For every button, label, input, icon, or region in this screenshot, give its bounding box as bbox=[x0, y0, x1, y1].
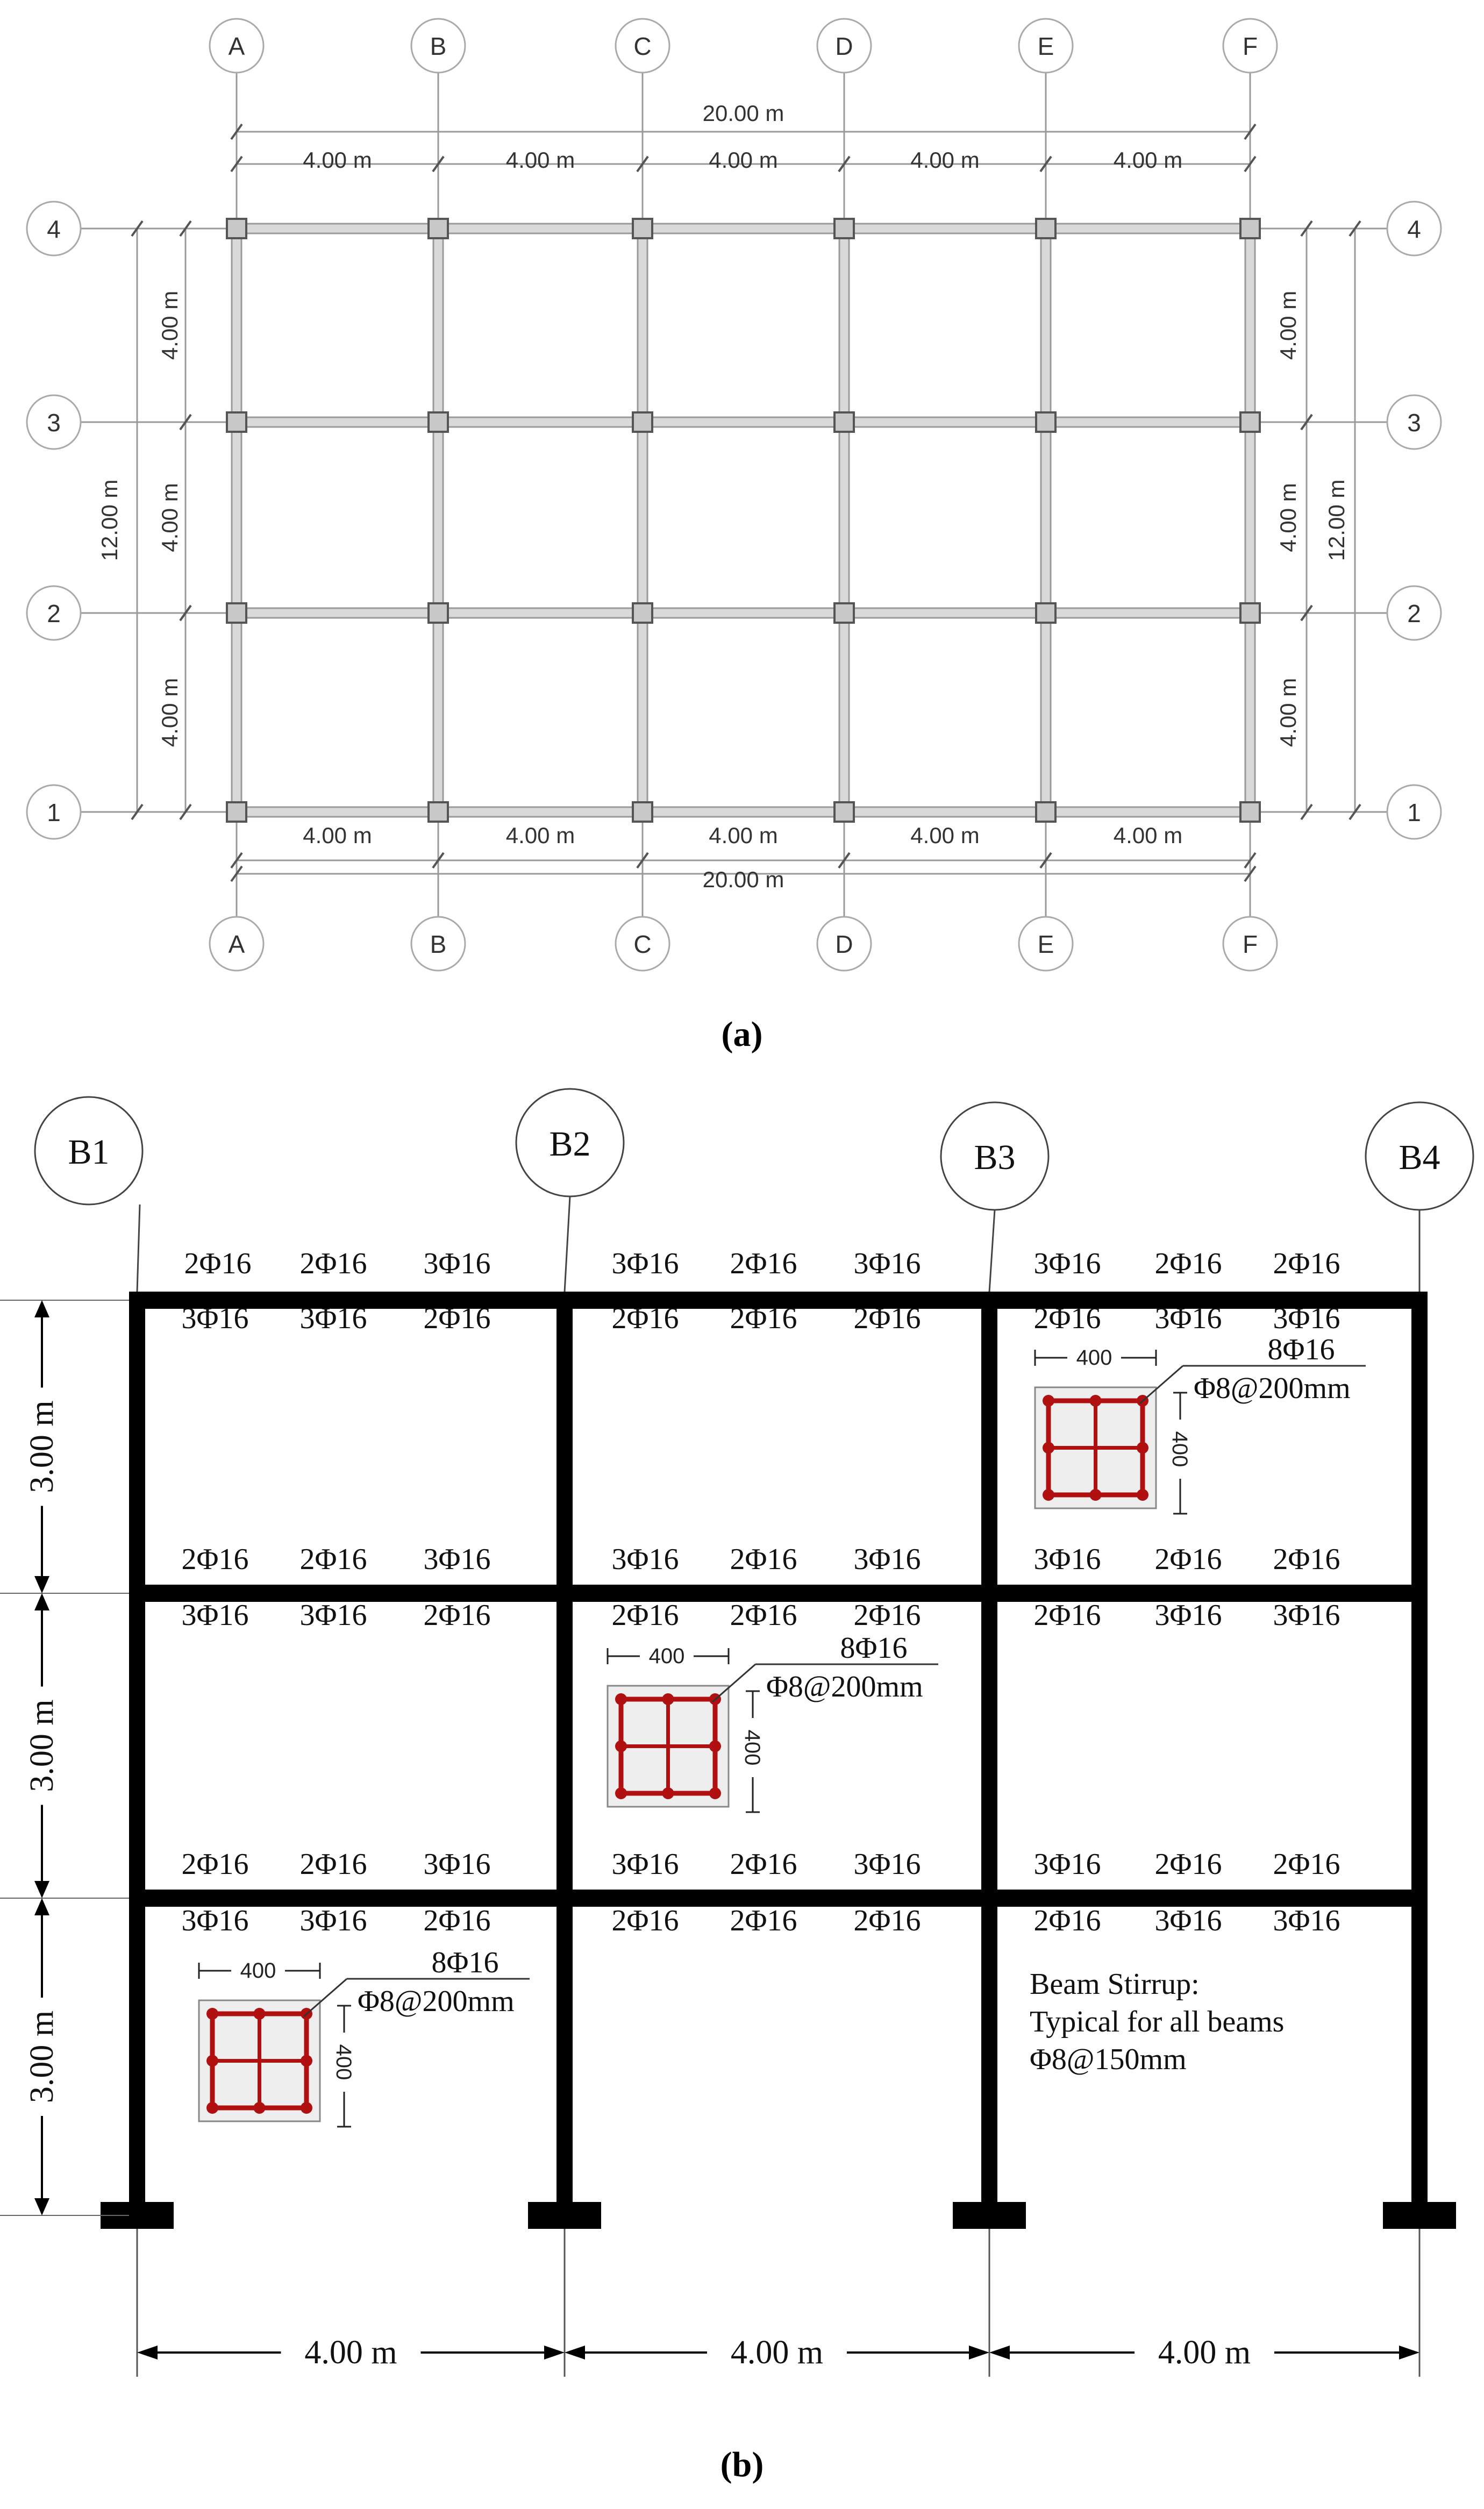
caption-a: (a) bbox=[721, 1015, 763, 1054]
plan-beam-col-E bbox=[1041, 229, 1051, 812]
column-label-leader-B1 bbox=[137, 1204, 140, 1292]
plan-dim-bottom-bay-1-label: 4.00 m bbox=[303, 823, 372, 848]
column-section-b2-level-2 bbox=[608, 1631, 938, 1812]
section-height-label: 400 bbox=[332, 2044, 355, 2080]
plan-dim-bottom-overall-label: 20.00 m bbox=[702, 867, 784, 892]
plan-beams bbox=[232, 224, 1255, 817]
plan-beam-col-F bbox=[1245, 229, 1255, 812]
story-dim-arrow-top-1 bbox=[34, 1898, 49, 1915]
plan-column-B1 bbox=[429, 802, 448, 822]
caption-b: (b) bbox=[720, 2445, 764, 2484]
rebar-label-r5-c5: 2Φ16 bbox=[730, 1848, 797, 1881]
rebar-label-r6-c2: 3Φ16 bbox=[299, 1904, 367, 1937]
plan-dimension-lines bbox=[81, 70, 1387, 917]
plan-beam-row-1 bbox=[237, 807, 1250, 817]
bay-dim-arrow-right-2 bbox=[969, 2346, 989, 2360]
plan-beam-row-2 bbox=[237, 608, 1250, 618]
section-bar-2 bbox=[254, 2008, 266, 2020]
rebar-label-r3-c1: 2Φ16 bbox=[181, 1543, 249, 1576]
bay-width-label-1: 4.00 m bbox=[304, 2334, 397, 2371]
plan-column-B2 bbox=[429, 603, 448, 623]
rebar-label-r6-c6: 2Φ16 bbox=[853, 1904, 921, 1937]
beam-stirrup-note bbox=[1030, 1968, 1284, 2076]
rebar-label-r3-c7: 3Φ16 bbox=[1033, 1543, 1101, 1576]
section-bar-4 bbox=[206, 2055, 218, 2067]
plan-column-A2 bbox=[227, 603, 246, 623]
story-height-label-3: 3.00 m bbox=[24, 1400, 60, 1493]
plan-beam-col-B bbox=[433, 229, 443, 812]
story-height-label-1: 3.00 m bbox=[24, 2010, 60, 2104]
plan-beam-col-D bbox=[839, 229, 849, 812]
grid-label-right-2: 2 bbox=[1407, 600, 1421, 628]
rebar-label-r1-c5: 2Φ16 bbox=[730, 1247, 797, 1280]
grid-label-right-3: 3 bbox=[1407, 409, 1421, 437]
section-bar-6 bbox=[615, 1787, 627, 1799]
rebar-label-r4-c5: 2Φ16 bbox=[730, 1599, 797, 1632]
rebar-label-r2-c8: 3Φ16 bbox=[1154, 1302, 1222, 1335]
grid-label-top-A: A bbox=[228, 32, 245, 60]
section-leader-diagonal bbox=[712, 1664, 755, 1702]
story-dim-arrow-top-2 bbox=[34, 1593, 49, 1610]
section-bar-2 bbox=[1090, 1395, 1102, 1407]
plan-column-A3 bbox=[227, 412, 246, 432]
plan-dim-right-overall-label: 12.00 m bbox=[1324, 479, 1349, 561]
plan-column-A1 bbox=[227, 802, 246, 822]
rebar-label-r1-c8: 2Φ16 bbox=[1154, 1247, 1222, 1280]
plan-column-D2 bbox=[834, 603, 854, 623]
grid-label-left-1: 1 bbox=[47, 799, 61, 826]
section-ties-label: Φ8@200mm bbox=[766, 1670, 923, 1703]
grid-label-right-1: 1 bbox=[1407, 799, 1421, 826]
rebar-label-r4-c1: 3Φ16 bbox=[181, 1599, 249, 1632]
section-bar-8 bbox=[709, 1787, 721, 1799]
plan-dim-bottom-bay-2-label: 4.00 m bbox=[505, 823, 575, 848]
column-label-B1: B1 bbox=[68, 1132, 110, 1172]
rebar-label-r5-c6: 3Φ16 bbox=[853, 1848, 921, 1881]
rebar-label-r3-c8: 2Φ16 bbox=[1154, 1543, 1222, 1576]
plan-dim-left-bay-1-label: 4.00 m bbox=[157, 678, 182, 747]
section-bar-5 bbox=[1137, 1442, 1148, 1454]
rebar-label-r2-c4: 2Φ16 bbox=[611, 1302, 679, 1335]
rebar-label-r6-c9: 3Φ16 bbox=[1273, 1904, 1340, 1937]
section-leader-diagonal bbox=[304, 1979, 347, 2016]
grid-label-top-D: D bbox=[835, 32, 853, 60]
grid-label-right-4: 4 bbox=[1407, 215, 1421, 243]
grid-label-left-4: 4 bbox=[47, 215, 61, 243]
rebar-label-r4-c4: 2Φ16 bbox=[611, 1599, 679, 1632]
plan-dim-bottom-bay-5-label: 4.00 m bbox=[1113, 823, 1183, 848]
section-bar-8 bbox=[301, 2102, 312, 2114]
grid-label-bottom-E: E bbox=[1037, 930, 1054, 958]
section-bar-5 bbox=[709, 1741, 721, 1752]
column-B3 bbox=[981, 1292, 997, 2215]
story-dim-arrow-bottom-2 bbox=[34, 1881, 49, 1898]
column-B4 bbox=[1411, 1292, 1428, 2215]
rebar-label-r3-c3: 3Φ16 bbox=[423, 1543, 491, 1576]
rebar-label-r5-c8: 2Φ16 bbox=[1154, 1848, 1222, 1881]
grid-label-bottom-C: C bbox=[633, 930, 652, 958]
bay-dim-arrow-left-2 bbox=[565, 2346, 585, 2360]
story-dim-arrow-bottom-1 bbox=[34, 2198, 49, 2215]
plan-dim-top-bay-2-label: 4.00 m bbox=[505, 147, 575, 173]
rebar-label-r2-c6: 2Φ16 bbox=[853, 1302, 921, 1335]
grid-label-top-C: C bbox=[633, 32, 652, 60]
rebar-label-r5-c3: 3Φ16 bbox=[423, 1848, 491, 1881]
rebar-label-r4-c9: 3Φ16 bbox=[1273, 1599, 1340, 1632]
rebar-label-r6-c8: 3Φ16 bbox=[1154, 1904, 1222, 1937]
plan-column-F1 bbox=[1240, 802, 1260, 822]
rebar-label-r2-c2: 3Φ16 bbox=[299, 1302, 367, 1335]
plan-column-D1 bbox=[834, 802, 854, 822]
beam-note-line-2: Typical for all beams bbox=[1030, 2005, 1285, 2038]
bay-width-label-2: 4.00 m bbox=[730, 2334, 824, 2371]
plan-dim-right-bay-3-label: 4.00 m bbox=[1275, 290, 1301, 360]
plan-column-F2 bbox=[1240, 603, 1260, 623]
grid-label-top-E: E bbox=[1037, 32, 1054, 60]
grid-label-bottom-B: B bbox=[430, 930, 447, 958]
rebar-label-r2-c1: 3Φ16 bbox=[181, 1302, 249, 1335]
story-height-label-2: 3.00 m bbox=[24, 1699, 60, 1792]
plan-dimensions bbox=[97, 101, 1360, 892]
plan-dim-bottom-bay-3-label: 4.00 m bbox=[709, 823, 778, 848]
plan-dim-left-bay-3-label: 4.00 m bbox=[157, 290, 182, 360]
plan-column-E2 bbox=[1036, 603, 1055, 623]
column-section-b3-level-3 bbox=[1035, 1333, 1366, 1514]
plan-column-E3 bbox=[1036, 412, 1055, 432]
section-width-label: 400 bbox=[240, 1959, 276, 1983]
grid-label-bottom-D: D bbox=[835, 930, 853, 958]
section-main-bars-label: 8Φ16 bbox=[431, 1946, 499, 1979]
rebar-label-r4-c6: 2Φ16 bbox=[853, 1599, 921, 1632]
bay-dim-arrow-right-1 bbox=[544, 2346, 565, 2360]
section-height-label: 400 bbox=[1168, 1431, 1192, 1467]
plan-dim-top-bay-3-label: 4.00 m bbox=[709, 147, 778, 173]
rebar-label-r3-c4: 3Φ16 bbox=[611, 1543, 679, 1576]
grid-label-left-2: 2 bbox=[47, 600, 61, 628]
story-dim-arrow-bottom-3 bbox=[34, 1576, 49, 1593]
section-main-bars-label: 8Φ16 bbox=[1267, 1333, 1335, 1366]
column-label-leader-B2 bbox=[565, 1196, 570, 1292]
plan-column-C2 bbox=[633, 603, 652, 623]
plan-column-C1 bbox=[633, 802, 652, 822]
plan-beam-row-3 bbox=[237, 417, 1250, 427]
section-height-label: 400 bbox=[740, 1729, 764, 1766]
plan-column-B3 bbox=[429, 412, 448, 432]
plan-column-D3 bbox=[834, 412, 854, 432]
plan-dim-top-bay-5-label: 4.00 m bbox=[1113, 147, 1183, 173]
plan-column-B4 bbox=[429, 219, 448, 238]
grid-label-top-F: F bbox=[1242, 32, 1258, 60]
section-bar-4 bbox=[1043, 1442, 1054, 1454]
rebar-label-r4-c3: 2Φ16 bbox=[423, 1599, 491, 1632]
plan-column-F3 bbox=[1240, 412, 1260, 432]
rebar-label-r3-c2: 2Φ16 bbox=[299, 1543, 367, 1576]
rebar-label-r5-c2: 2Φ16 bbox=[299, 1848, 367, 1881]
support-B4 bbox=[1383, 2202, 1456, 2229]
section-leader-diagonal bbox=[1140, 1366, 1183, 1403]
section-ties-label: Φ8@200mm bbox=[358, 1985, 515, 2018]
plan-column-A4 bbox=[227, 219, 246, 238]
plan-column-D4 bbox=[834, 219, 854, 238]
section-bar-6 bbox=[206, 2102, 218, 2114]
plan-beam-col-C bbox=[638, 229, 647, 812]
section-bar-1 bbox=[615, 1693, 627, 1705]
grid-label-top-B: B bbox=[430, 32, 447, 60]
rebar-label-r4-c2: 3Φ16 bbox=[299, 1599, 367, 1632]
rebar-label-r1-c2: 2Φ16 bbox=[299, 1247, 367, 1280]
beam-note-line-1: Beam Stirrup: bbox=[1030, 1968, 1200, 2001]
column-section-b1-level-1 bbox=[199, 1946, 530, 2127]
rebar-label-r5-c1: 2Φ16 bbox=[181, 1848, 249, 1881]
section-width-label: 400 bbox=[1076, 1346, 1112, 1370]
bay-dim-arrow-left-3 bbox=[989, 2346, 1010, 2360]
column-B1 bbox=[129, 1292, 145, 2215]
story-dim-arrow-top-3 bbox=[34, 1300, 49, 1317]
plan-column-F4 bbox=[1240, 219, 1260, 238]
beam-note-line-3: Φ8@150mm bbox=[1030, 2043, 1187, 2076]
rebar-label-r5-c4: 3Φ16 bbox=[611, 1848, 679, 1881]
rebar-label-r6-c5: 2Φ16 bbox=[730, 1904, 797, 1937]
rebar-label-r5-c9: 2Φ16 bbox=[1273, 1848, 1340, 1881]
plan-dim-top-bay-4-label: 4.00 m bbox=[910, 147, 980, 173]
rebar-label-r2-c9: 3Φ16 bbox=[1273, 1302, 1340, 1335]
section-bar-7 bbox=[1090, 1489, 1102, 1501]
rebar-label-r1-c6: 3Φ16 bbox=[853, 1247, 921, 1280]
plan-dim-top-bay-1-label: 4.00 m bbox=[303, 147, 372, 173]
support-B2 bbox=[528, 2202, 601, 2229]
section-bar-8 bbox=[1137, 1489, 1148, 1501]
rebar-label-r3-c9: 2Φ16 bbox=[1273, 1543, 1340, 1576]
plan-dim-left-overall-label: 12.00 m bbox=[97, 479, 122, 561]
rebar-label-r2-c5: 2Φ16 bbox=[730, 1302, 797, 1335]
support-B3 bbox=[953, 2202, 1026, 2229]
column-label-B4: B4 bbox=[1399, 1138, 1440, 1177]
section-bar-2 bbox=[662, 1693, 674, 1705]
section-bar-7 bbox=[254, 2102, 266, 2114]
rebar-label-r1-c9: 2Φ16 bbox=[1273, 1247, 1340, 1280]
bay-dim-arrow-left-1 bbox=[137, 2346, 158, 2360]
plan-column-C4 bbox=[633, 219, 652, 238]
plan-column-E1 bbox=[1036, 802, 1055, 822]
column-label-leader-B3 bbox=[989, 1210, 995, 1292]
rebar-label-r1-c1: 2Φ16 bbox=[184, 1247, 252, 1280]
section-bar-7 bbox=[662, 1787, 674, 1799]
plan-dim-bottom-bay-4-label: 4.00 m bbox=[910, 823, 980, 848]
bay-dim-arrow-right-3 bbox=[1399, 2346, 1419, 2360]
plan-dim-right-bay-2-label: 4.00 m bbox=[1275, 483, 1301, 552]
section-bar-5 bbox=[301, 2055, 312, 2067]
section-ties-label: Φ8@200mm bbox=[1194, 1372, 1351, 1405]
rebar-label-r2-c3: 2Φ16 bbox=[423, 1302, 491, 1335]
section-bar-6 bbox=[1043, 1489, 1054, 1501]
plan-dim-left-bay-2-label: 4.00 m bbox=[157, 483, 182, 552]
rebar-label-r1-c7: 3Φ16 bbox=[1033, 1247, 1101, 1280]
rebar-label-r6-c7: 2Φ16 bbox=[1033, 1904, 1101, 1937]
rebar-label-r5-c7: 3Φ16 bbox=[1033, 1848, 1101, 1881]
rebar-label-r6-c4: 2Φ16 bbox=[611, 1904, 679, 1937]
rebar-label-r3-c6: 3Φ16 bbox=[853, 1543, 921, 1576]
elevation-dimensions bbox=[0, 1300, 1419, 2377]
plan-column-C3 bbox=[633, 412, 652, 432]
frame-elevation bbox=[0, 1089, 1473, 2377]
section-bar-4 bbox=[615, 1741, 627, 1752]
rebar-label-r1-c3: 3Φ16 bbox=[423, 1247, 491, 1280]
grid-label-left-3: 3 bbox=[47, 409, 61, 437]
section-width-label: 400 bbox=[648, 1644, 685, 1668]
rebar-label-r4-c7: 2Φ16 bbox=[1033, 1599, 1101, 1632]
plan-column-E4 bbox=[1036, 219, 1055, 238]
plan-beam-col-A bbox=[232, 229, 241, 812]
bay-width-label-3: 4.00 m bbox=[1158, 2334, 1251, 2371]
column-B2 bbox=[556, 1292, 573, 2215]
rebar-label-r3-c5: 2Φ16 bbox=[730, 1543, 797, 1576]
section-bar-1 bbox=[1043, 1395, 1054, 1407]
column-label-B2: B2 bbox=[549, 1124, 591, 1164]
plan-beam-row-4 bbox=[237, 224, 1250, 233]
plan-dim-right-bay-1-label: 4.00 m bbox=[1275, 678, 1301, 747]
plan-dim-top-overall-label: 20.00 m bbox=[702, 101, 784, 126]
plan-columns bbox=[227, 219, 1260, 822]
rebar-label-r2-c7: 2Φ16 bbox=[1033, 1302, 1101, 1335]
grid-label-bottom-A: A bbox=[228, 930, 245, 958]
rebar-label-r6-c3: 2Φ16 bbox=[423, 1904, 491, 1937]
section-main-bars-label: 8Φ16 bbox=[840, 1631, 908, 1665]
section-bar-1 bbox=[206, 2008, 218, 2020]
column-label-B3: B3 bbox=[974, 1138, 1016, 1177]
rebar-label-r1-c4: 3Φ16 bbox=[611, 1247, 679, 1280]
floor-plan bbox=[27, 19, 1441, 971]
grid-label-bottom-F: F bbox=[1242, 930, 1258, 958]
rebar-label-r6-c1: 3Φ16 bbox=[181, 1904, 249, 1937]
rebar-label-r4-c8: 3Φ16 bbox=[1154, 1599, 1222, 1632]
